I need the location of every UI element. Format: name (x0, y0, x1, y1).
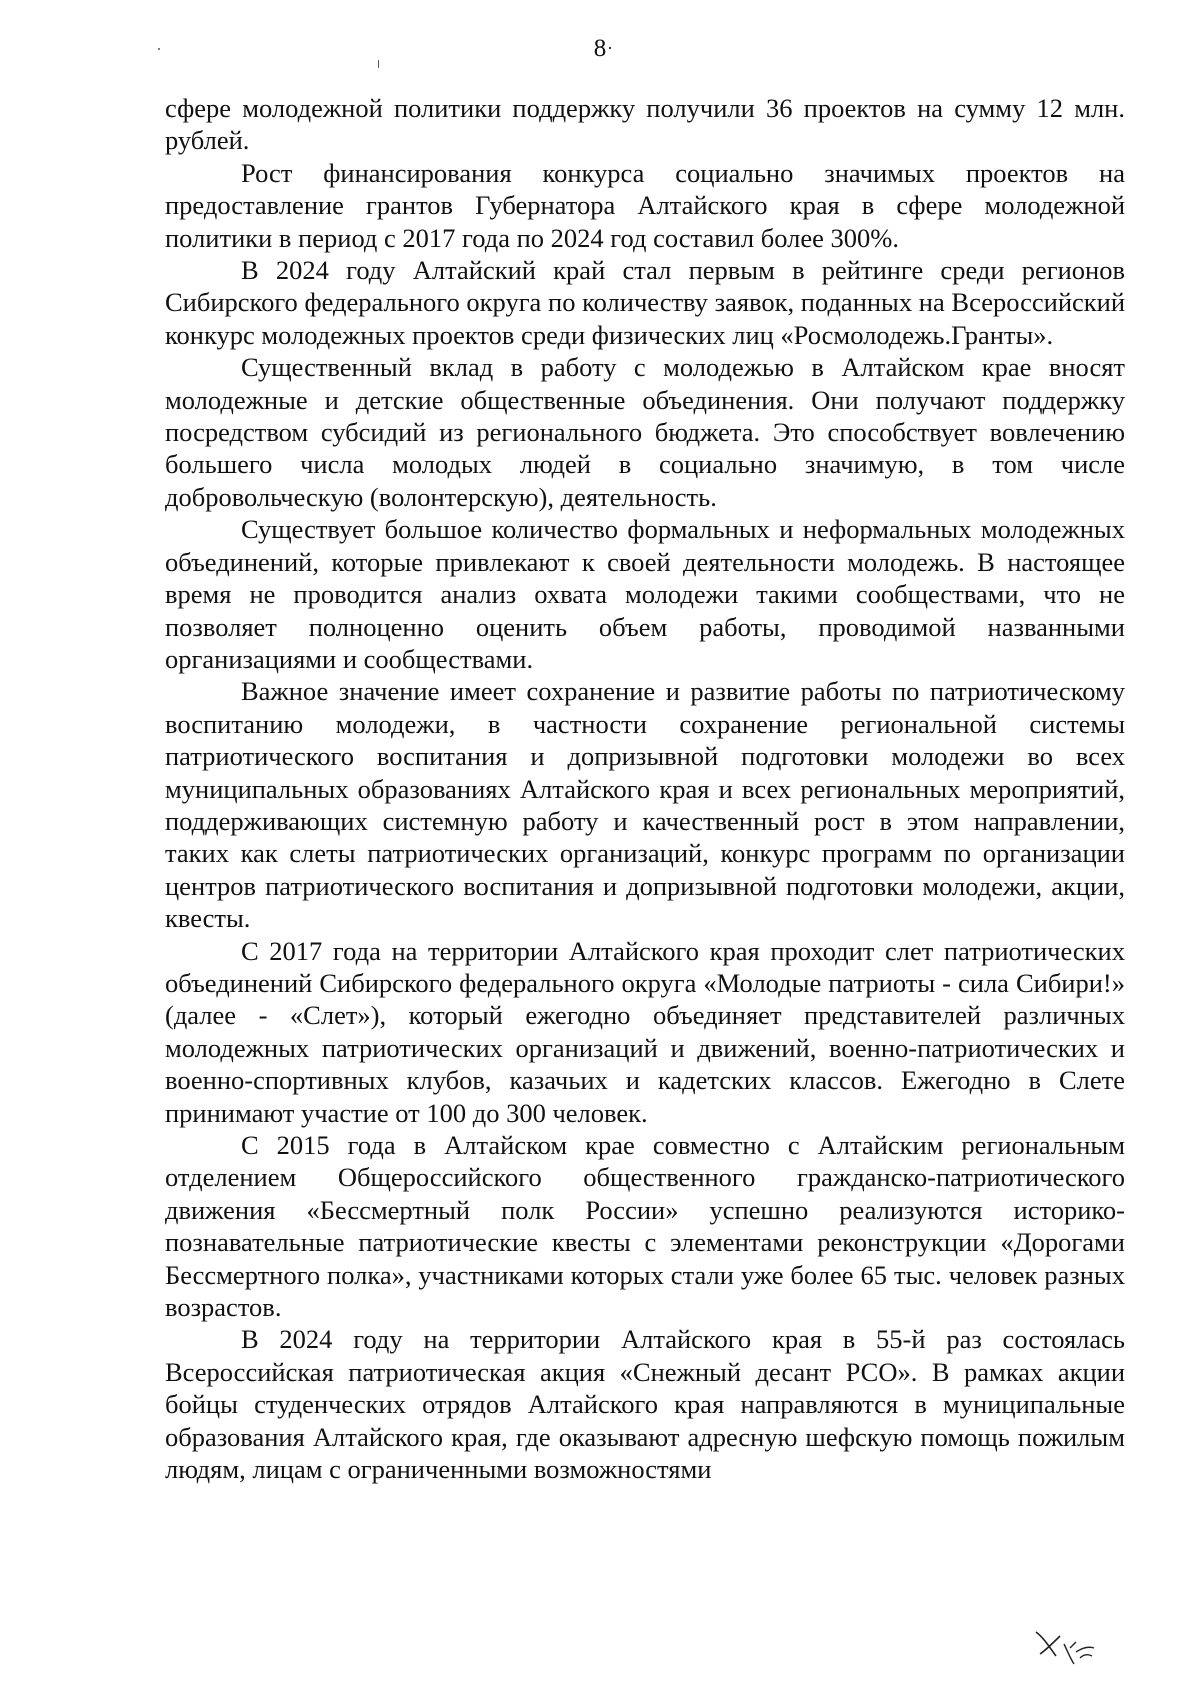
paragraph: С 2017 года на территории Алтайского края проходит слет патриотических объединений Сибирского федерального округа «Молодые патриоты - сила Сибири!» (далее - «Слет»), который ежегодно объединяет представителей различных молодежных патриотических организаций и движений, военно-патриотических и военно-спортивных клубов, казачьих и кадетских классов. Ежегодно в Слете принимают участие от 100 до 300 человек. (165, 935, 1125, 1128)
paragraph: С 2015 года в Алтайском крае совместно с Алтайским региональным отделением Общероссийского общественного гражданско-патриотического движения «Бессмертный полк России» успешно реализуются историко-познавательные патриотические квесты с элементами реконструкции «Дорогами Бессмертного полка», участниками которых стали уже более 65 тыс. человек разных возрастов. (165, 1130, 1125, 1323)
body-text (165, 92, 1125, 1485)
paragraph: Важное значение имеет сохранение и развитие работы по патриотическому воспитанию молодежи, в частности сохранение региональной системы патриотического воспитания и допризывной подготовки молодежи во всех муниципальных образованиях Алтайского края и всех региональных мероприятий, поддерживающих системную работу и качественный рост в этом направлении, таких как слеты патриотических организаций, конкурс программ по организации центров патриотического воспитания и допризывной подготовки молодежи, акции, квесты. (165, 676, 1125, 934)
paragraph: Рост финансирования конкурса социально значимых проектов на предоставление грантов Губернатора Алтайского края в сфере молодежной политики в период с 2017 года по 2024 год составил более 300%. (165, 157, 1125, 253)
paragraph: Существенный вклад в работу с молодежью в Алтайском крае вносят молодежные и детские общественные объединения. Они получают поддержку посредством субсидий из регионального бюджета. Это способствует вовлечению большего числа молодых людей в социально значимую, в том числе добровольческую (волонтерскую), деятельность. (165, 352, 1125, 512)
paragraph: сфере молодежной политики поддержку получили 36 проектов на сумму 12 млн. рублей. (165, 93, 1125, 156)
paragraph: В 2024 году на территории Алтайского края в 55-й раз состоялась Всероссийская патриотическая акция «Снежный десант РСО». В рамках акции бойцы студенческих отрядов Алтайского края направляются в муниципальные образования Алтайского края, где оказывают адресную шефскую помощь пожилым людям, лицам с ограниченными возможностями (165, 1324, 1125, 1485)
page-number: 8 (593, 35, 607, 62)
scan-dot: · (607, 38, 613, 58)
paragraph: Существует большое количество формальных и неформальных молодежных объединений, которые привлекают к своей деятельности молодежь. В настоящее время не проводится анализ охвата молодежи такими сообществами, что не позволяет полноценно оценить объем работы, проводимой названными организациями и сообществами. (165, 514, 1125, 674)
handwritten-initials (1030, 1626, 1100, 1670)
paragraph: В 2024 году Алтайский край стал первым в рейтинге среди регионов Сибирского федерального округа по количеству заявок, поданных на Всероссийский конкурс молодежных проектов среди физических лиц «Росмолодежь.Гранты». (165, 255, 1125, 350)
